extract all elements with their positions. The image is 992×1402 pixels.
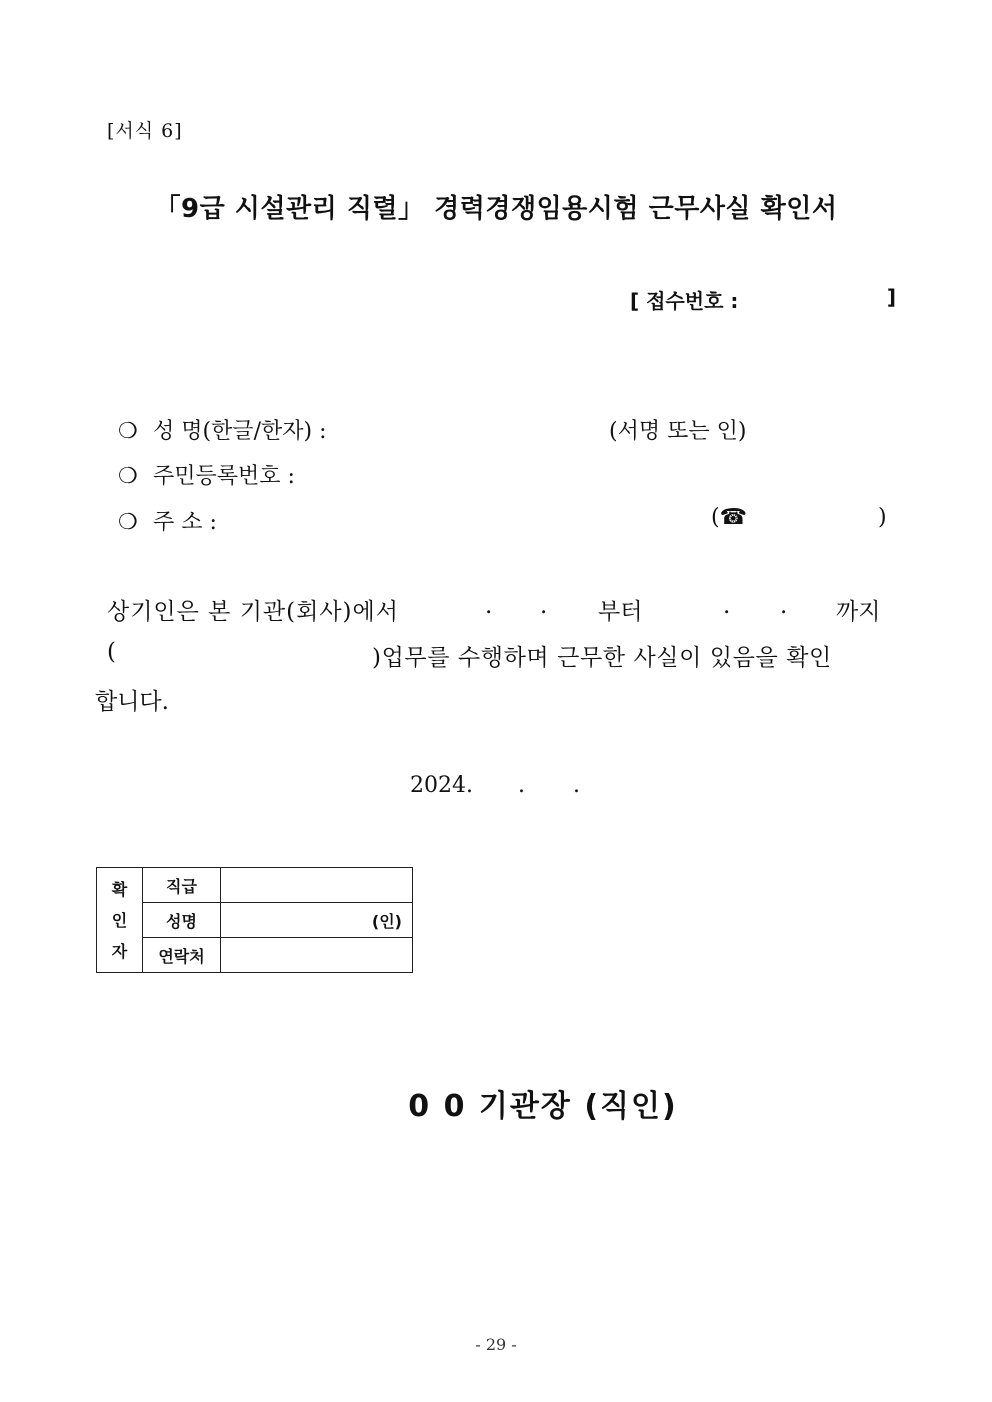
document-title: 「9급 시설관리 직렬」 경력경쟁임용시험 근무사실 확인서 — [154, 194, 838, 224]
signature-note: (서명 또는 인) — [609, 419, 747, 444]
contact-value — [221, 938, 413, 973]
issue-date — [410, 773, 580, 798]
confirmer-table — [96, 867, 413, 973]
body-line1-start: 상기인은 본 기관(회사)에서 — [107, 599, 399, 625]
table-row — [97, 938, 413, 973]
phone-icon-open: (☎ — [711, 505, 747, 530]
body-line3: 합니다. — [95, 689, 169, 715]
circle-bullet-icon: ❍ — [118, 510, 138, 535]
date-dot: . — [780, 593, 788, 619]
table-row — [97, 903, 413, 938]
contact-label: 연락처 — [143, 938, 221, 973]
name-label: 성 명(한글/한자) : — [153, 419, 327, 444]
body-line2-open: ( — [107, 639, 116, 665]
date-dot: . — [573, 773, 580, 798]
date-dot: . — [723, 593, 731, 619]
name-label: 성명 — [143, 903, 221, 938]
receipt-number-field — [630, 285, 896, 314]
resident-number-field — [118, 459, 295, 490]
body-from: 부터 — [598, 599, 643, 625]
page-number: - 29 - — [475, 1335, 517, 1354]
address-label: 주 소 : — [153, 510, 217, 535]
date-dot: . — [518, 773, 525, 798]
receipt-number-close-bracket: ] — [886, 285, 896, 309]
resident-number-label: 주민등록번호 : — [153, 464, 295, 489]
issue-year: 2024. — [410, 773, 473, 798]
rank-value — [221, 868, 413, 903]
date-dot: . — [540, 593, 548, 619]
seal-note: (인) — [221, 903, 413, 938]
name-field — [118, 414, 327, 445]
confirmer-side-label: 확 인 자 — [97, 868, 143, 973]
organization-head-signature: 0 0 기관장 (직인) — [408, 1089, 678, 1124]
body-until: 까지 — [836, 599, 881, 625]
phone-close-paren: ) — [878, 505, 887, 530]
form-number-label: [서식 6] — [107, 120, 183, 142]
circle-bullet-icon: ❍ — [118, 464, 138, 489]
address-field — [118, 505, 217, 536]
rank-label: 직급 — [143, 868, 221, 903]
body-line2-rest: )업무를 수행하며 근무한 사실이 있음을 확인 — [372, 645, 832, 671]
circle-bullet-icon: ❍ — [118, 419, 138, 444]
date-dot: . — [485, 593, 493, 619]
receipt-number-label: [ 접수번호 : — [630, 289, 739, 313]
table-row — [97, 868, 413, 903]
